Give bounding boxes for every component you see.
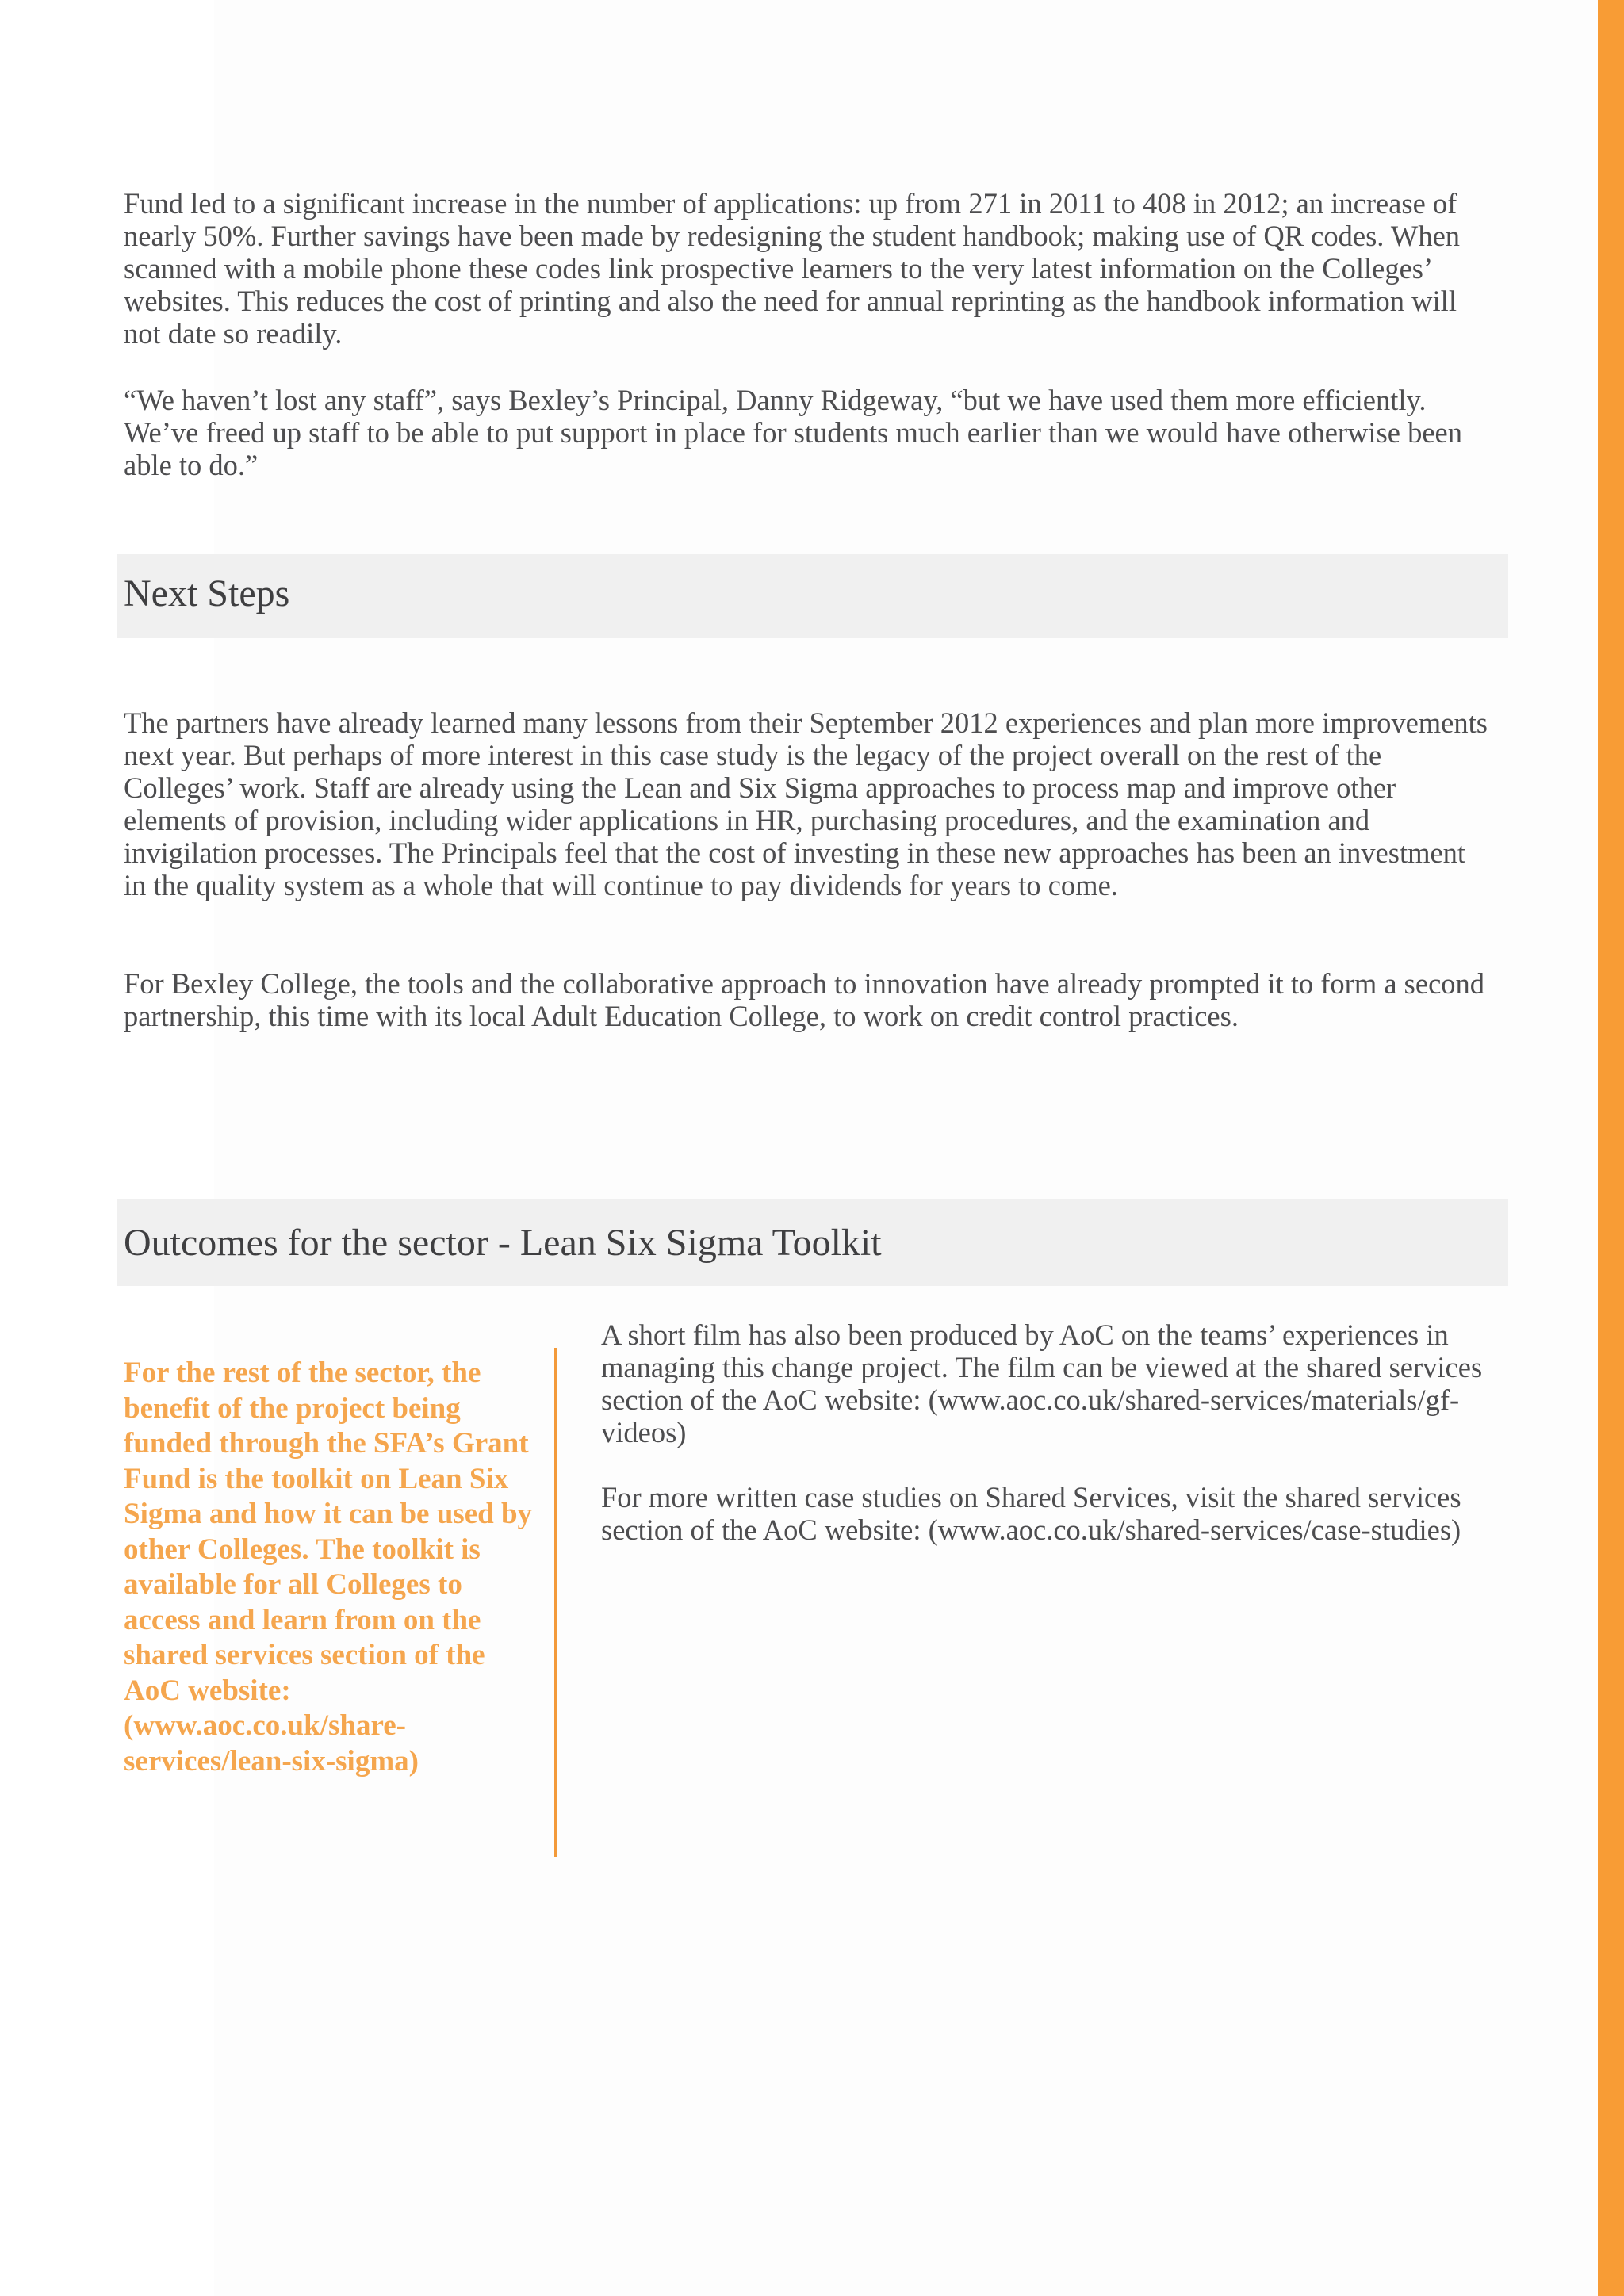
case-studies-paragraph: For more written case studies on Shared Services, visit the shared services section of the AoC website: (www.aoc.co.uk/shared-services/case-studies) [601,1481,1461,1546]
next-steps-heading: Next Steps [124,572,290,614]
next-steps-band [117,554,1508,638]
next-steps-paragraph-1: The partners have already learned many lessons from their September 2012 experiences and plan more improvements next year. But perhaps of more interest in this case study is the legacy of the project overall on the rest of the Colleges’ work. Staff are already using the Lean and Six Sigma approaches to process map and improve other elements of provision, including wider applications in HR, purchasing procedures, and the examination and invigilation processes. The Principals feel that the cost of investing in these new approaches has been an investment in the quality system as a whole that will continue to pay dividends for years to come. [124,706,1488,901]
film-paragraph: A short film has also been produced by AoC on the teams’ experiences in managing this change project. The film can be viewed at the shared services section of the AoC website: (www.aoc.co.uk/shared-services/materials/gf-videos) [601,1318,1483,1448]
outcomes-heading: Outcomes for the sector - Lean Six Sigma Toolkit [124,1222,882,1264]
accent-strip [1598,0,1624,2296]
quote-paragraph: “We haven’t lost any staff”, says Bexley’s Principal, Danny Ridgeway, “but we have used them more efficiently. We’ve freed up staff to be able to put support in place for students much earlier than we would have otherwise been able to do.” [124,384,1463,481]
callout-divider [554,1348,557,1857]
intro-paragraph: Fund led to a significant increase in the number of applications: up from 271 in 2011 to 408 in 2012; an increase of nearly 50%. Further savings have been made by redesigning the student handbook; making use of QR codes. When scanned with a mobile phone these codes link prospective learners to the very latest information on the Colleges’ websites. This reduces the cost of printing and also the need for annual reprinting as the handbook information will not date so readily. [124,187,1461,350]
toolkit-callout: For the rest of the sector, the benefit of the project being funded through the SFA’s Grant Fund is the toolkit on Lean Six Sigma and how it can be used by other Colleges. The toolkit is available for all Colleges to access and learn from on the shared services section of the AoC website: (www.aoc.co.uk/share-services/lean-six-sigma) [124,1357,533,1777]
next-steps-paragraph-2: For Bexley College, the tools and the collaborative approach to innovation have already prompted it to form a second partnership, this time with its local Adult Education College, to work on credit control practices. [124,967,1485,1032]
outcomes-band [117,1199,1508,1286]
